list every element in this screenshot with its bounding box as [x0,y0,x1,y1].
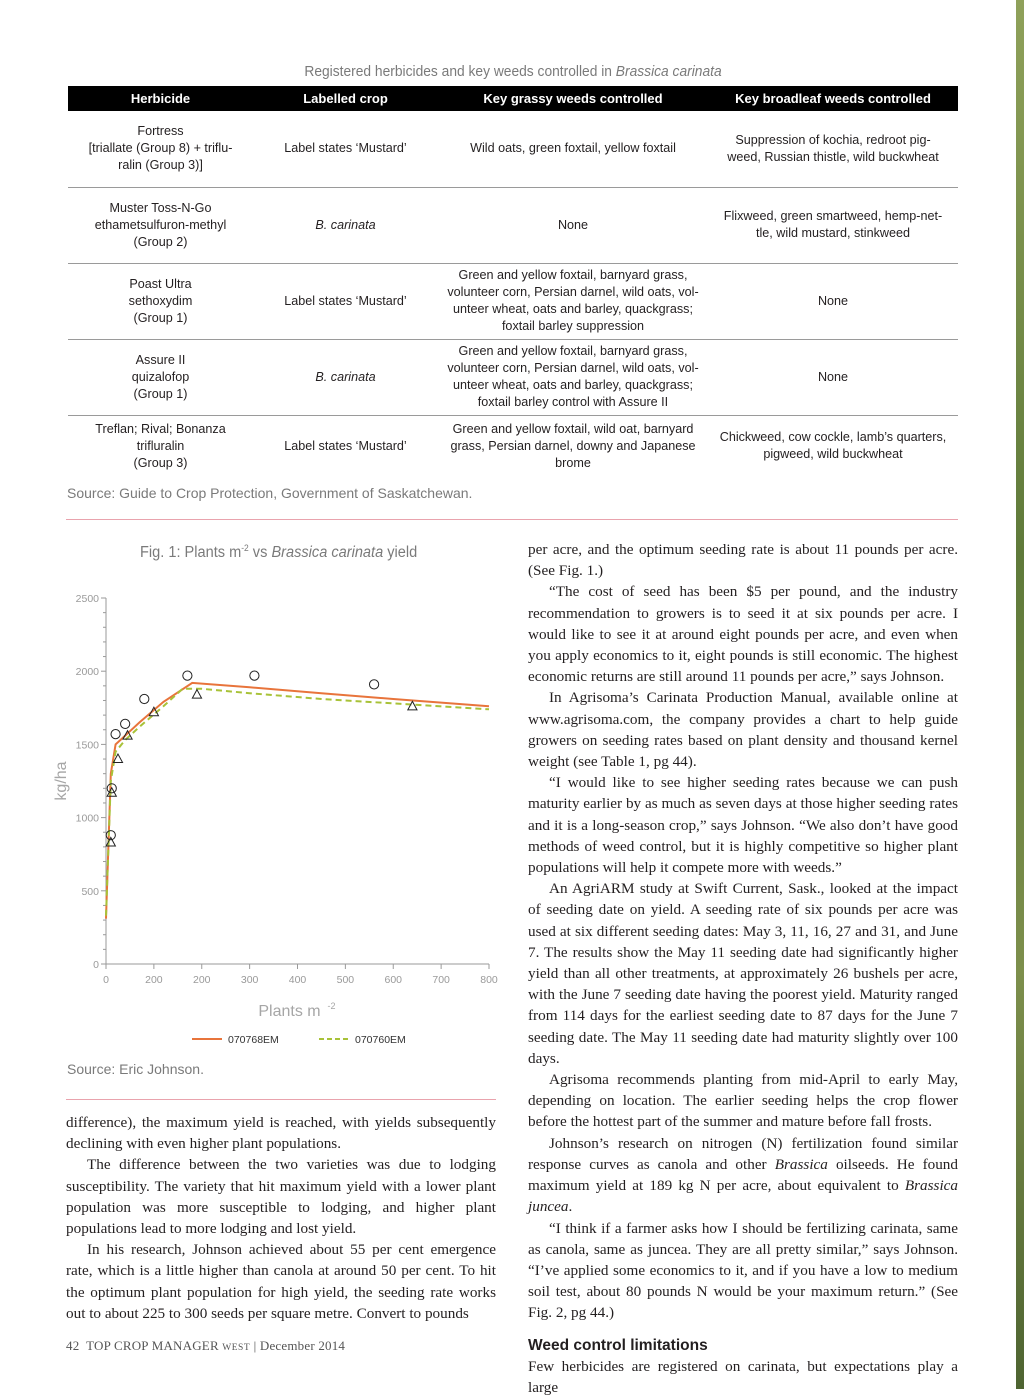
paragraph: per acre, and the optimum seeding rate is about 11 pounds per acre. (See Fig. 1.) [528,541,958,580]
grassy-weeds-cell: Green and yellow foxtail, barnyard grass, volunteer corn, Persian darnel, wild oats, vol- unteer wheat, oats and barley, quackgrass; foxtail barley suppression [438,263,708,339]
grassy-weeds-cell: None [438,187,708,263]
paragraph: In Agrisoma’s Carinata Production Manual, available online at www.agrisoma.com, the company provides a chart to help guide growers on seeding rates based on plant density and thousand kernel weight (see Table 1, pg 44). [528,689,958,771]
paragraph: An AgriARM study at Swift Current, Sask., looked at the impact of seeding date on yield. A seeding rate of six pounds per acre was used at six different seeding dates: May 3, 11, 16, 27 and 31, and June 7. The results show the May 11 seeding date had significantly higher yield than all other treatments, at approximately 26 bushels per acre, with the June 7 seeding date having the poorest yield. Maturity ranged from 114 days for the earliest seeding date to 87 days for the June 7 seeding date. The May 11 seeding date had maturity slightly over 100 days. [528,880,958,1067]
table-header-row [68,86,958,111]
x-tick-label: 600 [384,974,403,986]
data-point-circle [140,694,149,703]
broadleaf-weeds-cell: Suppression of kochia, redroot pig- weed, Russian thistle, wild buckwheat [708,111,958,187]
crop-cell: B. carinata [253,187,438,263]
figure-source: Source: Eric Johnson. [67,1061,204,1077]
x-tick-label: 300 [240,974,259,986]
page-edge-decoration [1016,0,1024,1389]
y-tick-label: 0 [93,959,99,971]
herbicide-cell: Assure II quizalofop (Group 1) [68,339,253,415]
article-right-column [528,539,958,1398]
page-number: 42 [66,1338,80,1353]
figure-divider [66,1099,496,1100]
broadleaf-weeds-cell: Flixweed, green smartweed, hemp-net- tle, wild mustard, stinkweed [708,187,958,263]
paragraph: In his research, Johnson achieved about 55 per cent emergence rate, which is a little higher than canola at around 50 per cent. To hit the optimum plant population for high yield, the seeding rate works out to about 225 to 300 seeds per square metre. Convert to pounds [66,1241,496,1322]
data-point-circle [121,719,130,728]
paragraph: The difference between the two varieties was due to lodging susceptibility. The variety that hit maximum yield with a lower plant population was more susceptible to lodging, and higher plant populations lead to more lodging and lost yield. [66,1156,496,1238]
table-row [68,111,958,187]
herbicide-cell: Muster Toss-N-Go ethametsulfuron-methyl (Group 2) [68,187,253,263]
x-tick-label: 200 [145,974,163,986]
paragraph-nitrogen: Johnson’s research on nitrogen (N) fertilization found similar response curves as canola and other Brassica oilseeds. He found maximum yield at 189 kg N per acre, about equivalent to Brassica juncea. [528,1134,958,1216]
table-row [68,187,958,263]
data-point-triangle [192,690,201,699]
x-tick-label: 700 [432,974,450,986]
crop-cell: Label states ‘Mustard’ [253,111,438,187]
data-point-circle [111,730,120,739]
table-header-cell: Herbicide [68,86,253,111]
y-tick-label: 1000 [75,812,99,825]
x-axis-label-superscript: -2 [327,1001,336,1011]
x-tick-label: 500 [336,974,355,986]
herbicide-table [68,86,958,477]
article-left-column [66,1112,496,1324]
series-line-070768EM [106,683,489,919]
paragraph: Agrisoma recommends planting from mid-April to early May, depending on location. The earlier seeding helps the crop flower before the hottest part of the summer and mature before fall frosts. [528,1071,958,1131]
figure-title: Fig. 1: Plants $m^{-2}$ vs Brassica carinata yield [140,543,418,562]
magazine-name: TOP CROP MANAGER [86,1338,219,1353]
magazine-region: WEST [222,1343,251,1353]
page-footer [66,1338,345,1354]
table-title: Registered herbicides and key weeds controlled in Brassica carinata [304,63,722,80]
table-header-cell: Labelled crop [253,86,438,111]
section-heading: Weed control limitations [528,1336,708,1354]
table-header-cell: Key broadleaf weeds controlled [708,86,958,111]
x-axis-label: Plants m [258,1003,321,1020]
paragraph: “I think if a farmer asks how I should be fertilizing carinata, same as canola, same as juncea. They are all pretty similar,” says Johnson. “I’ve applied some economics to it, and if you have a low to medium soil test, about 80 pounds N would be your maximum return.” (See Fig. 2, pg 44.) [528,1219,958,1322]
legend-label: 070760EM [355,1034,406,1046]
crop-cell: B. carinata [253,339,438,415]
series-line-070760EM [106,689,489,916]
data-point-circle [183,671,192,680]
broadleaf-weeds-cell: None [708,263,958,339]
y-axis-label: kg/ha [53,761,70,801]
paragraph: “I would like to see higher seeding rates because we can push maturity earlier by as much as seven days at those higher seeding rates and it is a long-season crop,” says Johnson. “We also don’t have good methods of weed control, but it is highly competitive so higher plant populations will help it compete more with weeds.” [528,774,958,877]
crop-cell: Label states ‘Mustard’ [284,438,407,453]
table-row [68,339,958,415]
broadleaf-weeds-cell: None [708,339,958,415]
grassy-weeds-cell: Wild oats, green foxtail, yellow foxtail [438,111,708,187]
data-point-circle [370,680,379,689]
paragraph: difference), the maximum yield is reached, with yields subsequently declining with even higher plant populations. [66,1114,496,1153]
x-tick-label: 800 [480,974,498,986]
x-tick-label: 200 [192,974,211,986]
y-tick-label: 2500 [75,593,99,605]
x-tick-label: 400 [288,974,307,986]
paragraph: “The cost of seed has been $5 per pound, and the industry recommendation to growers is to seed it at six pounds per acre. I would like to see it at around eight pounds per acre, and even when you apply economics to it, eight pounds is still economic. The highest economic returns are still around 11 pounds per acre,” says Johnson. [528,583,958,686]
data-point-circle [250,671,259,680]
y-tick-label: 500 [81,885,99,898]
table-row [68,415,958,477]
paragraph: Few herbicides are registered on carinata, but expectations play a large [528,1357,958,1396]
herbicide-cell: Fortress [triallate (Group 8) + triflu- ralin (Group 3)] [68,111,253,187]
x-tick-label: 0 [103,974,109,986]
grassy-weeds-cell: Green and yellow foxtail, barnyard grass, volunteer corn, Persian darnel, wild oats, vol- unteer wheat, oats and barley, quackgrass; foxtail barley control with Assure II [438,339,708,415]
table-source: Source: Guide to Crop Protection, Government of Saskatchewan. [67,485,473,501]
yield-chart [44,582,504,1052]
footer-separator: | [253,1338,257,1353]
grassy-weeds-cell: Green and yellow foxtail, wild oat, barnyard grass, Persian darnel, downy and Japanese brome [450,421,696,470]
broadleaf-weeds-cell: Chickweed, cow cockle, lamb’s quarters, pigweed, wild buckwheat [719,430,947,462]
section-divider [66,519,958,520]
table-row [68,263,958,339]
legend-label: 070768EM [228,1034,279,1046]
y-tick-label: 2000 [75,666,99,679]
y-tick-label: 1500 [75,739,99,752]
crop-cell: Label states ‘Mustard’ [253,263,438,339]
herbicide-cell: Treflan; Rival; Bonanza trifluralin (Group 3) [95,421,226,470]
herbicide-cell: Poast Ultra sethoxydim (Group 1) [68,263,253,339]
table-header-cell: Key grassy weeds controlled [438,86,708,111]
issue-date: December 2014 [259,1338,346,1353]
